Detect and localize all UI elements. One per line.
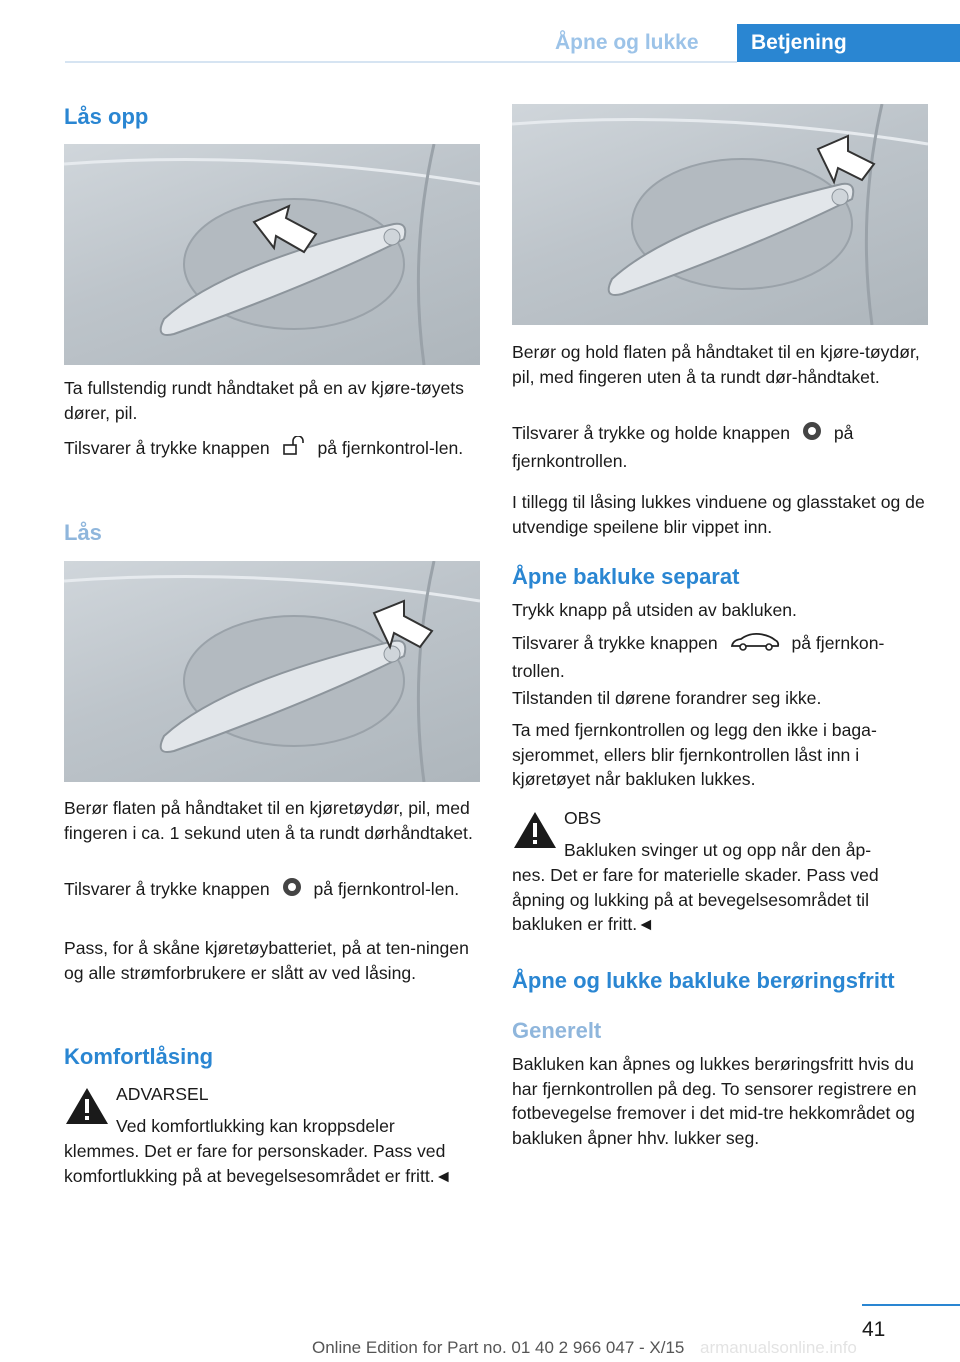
caution-text-continued: nes. Det er fare for materielle skader. Pass ved åpning og lukking på at bevegelsesområdet til bakluken er fritt.◄: [512, 865, 879, 934]
footer-edition-text: Online Edition for Part no. 01 40 2 966 047 - X/15: [312, 1338, 685, 1357]
footer-watermark: armanualsonline.info: [700, 1338, 857, 1357]
unlock-paragraph-2-start: Tilsvarer å trykke knappen: [64, 438, 270, 458]
tailgate-paragraph-2-start: Tilsvarer å trykke knappen: [512, 632, 718, 653]
header-chapter-tab: Betjening: [737, 24, 960, 62]
lock-paragraph-1: Berør flaten på håndtaket til en kjøretøydør, pil, med fingeren i ca. 1 sekund uten å ta rundt dørhåndtaket.: [64, 798, 473, 843]
header-divider: [65, 61, 737, 63]
caution-label: OBS: [564, 808, 602, 828]
tailgate-paragraph-2-end: på fjernkon-trollen.: [512, 632, 885, 681]
warning-text-continued: klemmes. Det er fare for personskader. Pass ved komfortlukking på at bevegelsesområdet er fritt.◄: [64, 1141, 453, 1186]
general-subheading: Generelt: [512, 1018, 602, 1043]
lock-heading: Lås: [64, 520, 102, 545]
caution-triangle-icon: [512, 810, 558, 850]
footer-divider: [862, 1304, 960, 1306]
tailgate-paragraph-3: Tilstanden til dørene forandrer seg ikke.: [512, 688, 822, 708]
warning-text-line-1: Ved komfortlukking kan kroppsdeler: [116, 1116, 395, 1136]
header-section-title: Åpne og lukke: [555, 31, 699, 54]
unlock-paragraph-2-end: på fjernkontrol-len.: [317, 438, 464, 458]
comfort-paragraph-3: I tillegg til låsing lukkes vinduene og glasstaket og de utvendige speilene blir vippet inn.: [512, 492, 925, 537]
tailgate-paragraph-4: Ta med fjernkontrollen og legg den ikke i baga-sjerommet, ellers blir fjernkontrollen låst inn i kjøretøyet når bakluken lukkes.: [512, 720, 877, 789]
comfort-lock-heading: Komfortlåsing: [64, 1044, 214, 1069]
lock-paragraph-2: [64, 876, 480, 905]
warning-triangle-icon: [64, 1086, 110, 1126]
comfort-paragraph-2: [512, 420, 928, 473]
lock-paragraph-2-start: Tilsvarer å trykke knappen: [64, 878, 270, 899]
warning-label: ADVARSEL: [116, 1084, 209, 1104]
lock-paragraph-3: Pass, for å skåne kjøretøybatteriet, på at ten-ningen og alle strømforbrukere er slått av ved låsing.: [64, 938, 469, 983]
door-handle-unlock-image: [64, 144, 480, 365]
comfort-paragraph-2-end: på fjernkontrollen.: [512, 422, 854, 471]
comfort-paragraph-1: Berør og hold flaten på håndtaket til en kjøre-tøydør, pil, med fingeren uten å ta rundt dør-håndtaket.: [512, 342, 920, 387]
caution-text-line-1: Bakluken svinger ut og opp når den åp-: [564, 840, 872, 860]
unlock-paragraph-2: [64, 436, 480, 463]
lock-paragraph-2-end: på fjernkontrol-len.: [313, 878, 460, 899]
unlock-heading: Lås opp: [64, 104, 149, 129]
car-tailgate-icon: [729, 630, 781, 659]
door-handle-comfort-image: [512, 104, 928, 325]
touchless-tailgate-heading: Åpne og lukke bakluke berøringsfritt: [512, 968, 895, 993]
unlock-padlock-icon: [281, 436, 307, 463]
tailgate-heading: Åpne bakluke separat: [512, 564, 740, 589]
general-paragraph: Bakluken kan åpnes og lukkes berøringsfritt hvis du har fjernkontrollen på deg. To sensorer registrere en fotbevegelse fremover i det mid-tre hekkområdet og bakluken åpner hhv. lukker seg.: [512, 1054, 917, 1148]
lock-hold-button-icon: [801, 420, 823, 449]
tailgate-paragraph-1: Trykk knapp på utsiden av bakluken.: [512, 600, 797, 620]
door-handle-lock-image: [64, 561, 480, 782]
tailgate-paragraph-2: [512, 630, 928, 683]
comfort-paragraph-2-start: Tilsvarer å trykke og holde knappen: [512, 422, 791, 443]
page-number: 41: [862, 1318, 886, 1341]
lock-button-icon: [281, 876, 303, 905]
unlock-paragraph-1: Ta fullstendig rundt håndtaket på en av kjøre-tøyets dører, pil.: [64, 378, 464, 423]
